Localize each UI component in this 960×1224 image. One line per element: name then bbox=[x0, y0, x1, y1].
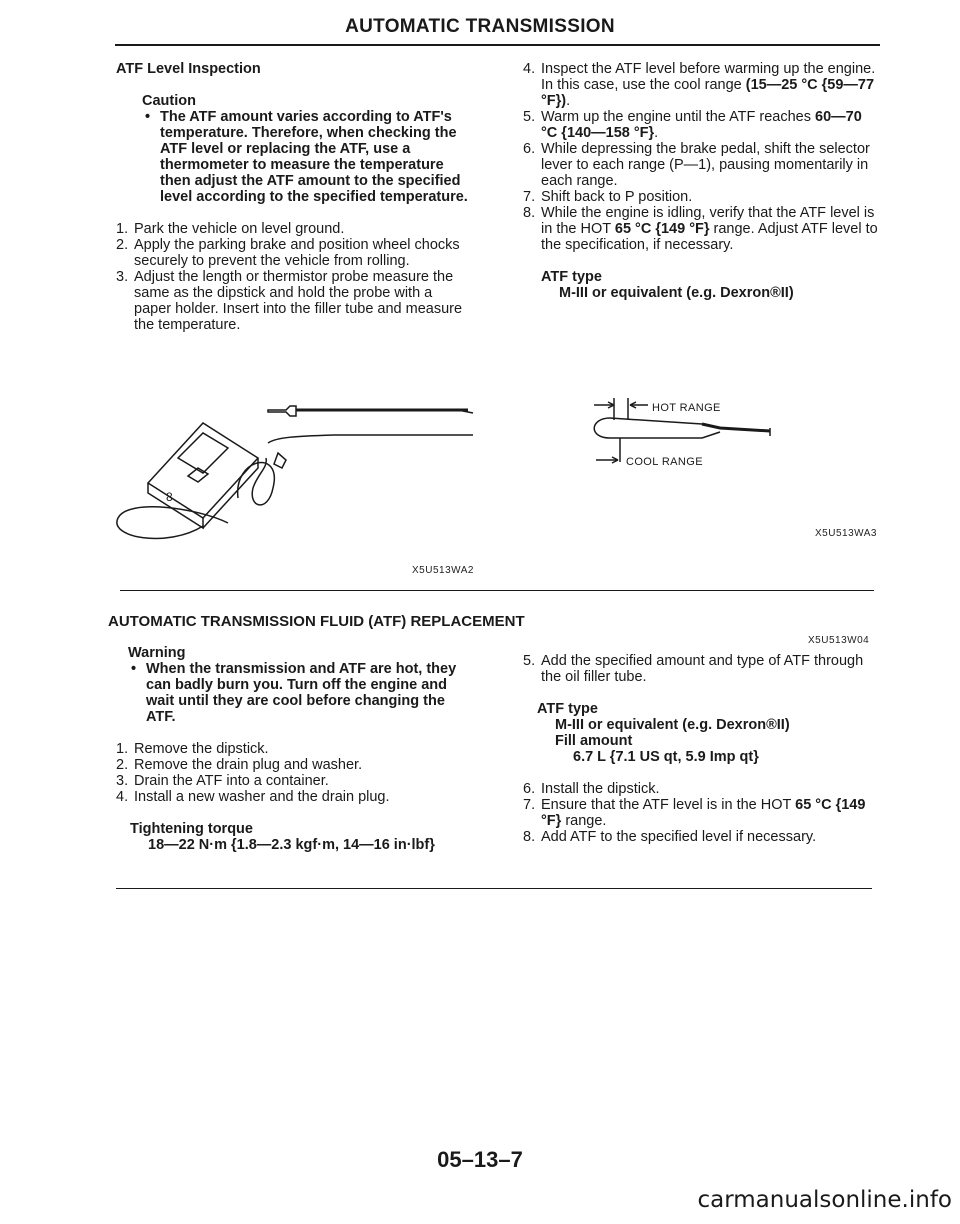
step-text: Warm up the engine until the ATF reaches bbox=[541, 109, 816, 125]
atf-type-value: M-III or equivalent (e.g. Dexron®II) bbox=[559, 285, 794, 301]
section-atf-level-inspection bbox=[116, 61, 471, 333]
step-text: Inspect the ATF level before warming up the engine. In this case, use the cool range bbox=[541, 61, 876, 93]
bullet-icon: • bbox=[131, 661, 137, 677]
page-number: 05–13–7 bbox=[437, 1147, 523, 1172]
watermark: carmanualsonline.info bbox=[697, 1187, 952, 1213]
caution-item bbox=[142, 109, 471, 205]
list-item bbox=[523, 61, 878, 109]
steps-list-right bbox=[523, 781, 883, 845]
step-number: 8. bbox=[523, 205, 536, 221]
step-text: Remove the drain plug and washer. bbox=[134, 757, 363, 773]
step-text: Add the specified amount and type of ATF through the oil filler tube. bbox=[541, 653, 864, 685]
step-tail: range. Adjust ATF level to the specification, if necessary. bbox=[541, 221, 878, 253]
atf-type-spec bbox=[523, 269, 878, 301]
step-text: Install a new washer and the drain plug. bbox=[134, 789, 390, 805]
atf-type-label: ATF type bbox=[537, 701, 598, 717]
step-number: 2. bbox=[116, 237, 129, 253]
steps-list-left bbox=[116, 741, 476, 805]
torque-label: Tightening torque bbox=[130, 821, 253, 837]
step-number: 6. bbox=[523, 141, 536, 157]
list-item bbox=[116, 757, 476, 773]
fill-amount-label: Fill amount bbox=[555, 733, 633, 749]
step-spec: 60—70 °C {140—158 °F} bbox=[541, 109, 862, 141]
step-tail: . bbox=[654, 125, 659, 141]
step-number: 7. bbox=[523, 189, 536, 205]
section-divider bbox=[116, 888, 872, 889]
warning-block bbox=[116, 645, 476, 725]
step-text: Park the vehicle on level ground. bbox=[134, 221, 345, 237]
steps-list-left bbox=[116, 221, 471, 333]
atf-fill-spec bbox=[523, 701, 883, 765]
step-number: 3. bbox=[116, 773, 129, 789]
step-text: Drain the ATF into a container. bbox=[134, 773, 329, 789]
hot-range-label: HOT RANGE bbox=[652, 402, 721, 414]
step-number: 3. bbox=[116, 269, 129, 285]
steps-list-right bbox=[523, 61, 878, 253]
step-number: 4. bbox=[523, 61, 536, 77]
caution-block bbox=[116, 93, 471, 205]
figure-code: X5U513WA3 bbox=[815, 528, 877, 539]
step-number: 1. bbox=[116, 741, 129, 757]
cool-range-label: COOL RANGE bbox=[626, 456, 703, 468]
step-number: 1. bbox=[116, 221, 129, 237]
svg-text:8: 8 bbox=[166, 490, 173, 504]
list-item bbox=[523, 189, 878, 205]
step-tail: . bbox=[566, 93, 571, 109]
step-text: While the engine is idling, verify that the ATF level is in the HOT bbox=[541, 205, 875, 237]
step-spec: 65 °C {149 °F} bbox=[541, 797, 866, 829]
step-text: Install the dipstick. bbox=[541, 781, 660, 797]
torque-value: 18—22 N·m {1.8—2.3 kgf·m, 14—16 in·lbf} bbox=[148, 837, 435, 853]
caution-label: Caution bbox=[142, 93, 196, 109]
step-number: 7. bbox=[523, 797, 536, 813]
torque-spec bbox=[116, 821, 476, 853]
step-number: 2. bbox=[116, 757, 129, 773]
step-spec: 65 °C {149 °F} bbox=[614, 221, 710, 237]
section2-left-column bbox=[116, 645, 476, 853]
list-item bbox=[523, 205, 878, 253]
step-text: Ensure that the ATF level is in the HOT bbox=[541, 797, 796, 813]
step-spec: (15—25 °C {59—77 °F}) bbox=[541, 77, 875, 109]
step-text: Add ATF to the specified level if necessary. bbox=[541, 829, 817, 845]
step-number: 6. bbox=[523, 781, 536, 797]
warning-text: When the transmission and ATF are hot, they can badly burn you. Turn off the engine and wait until they are cool before changing the ATF. bbox=[146, 661, 457, 725]
section2-right-column bbox=[523, 653, 883, 845]
list-item bbox=[523, 781, 883, 797]
list-item bbox=[116, 221, 471, 237]
atf-type-value: M-III or equivalent (e.g. Dexron®II) bbox=[555, 717, 790, 733]
step-text: Apply the parking brake and position wheel chocks securely to prevent the vehicle from rolling. bbox=[134, 237, 460, 269]
step-number: 5. bbox=[523, 109, 536, 125]
section-divider bbox=[120, 590, 874, 591]
steps-list-right-5 bbox=[523, 653, 883, 685]
step-number: 4. bbox=[116, 789, 129, 805]
step-text: Remove the dipstick. bbox=[134, 741, 269, 757]
list-item bbox=[523, 653, 883, 685]
page-title: AUTOMATIC TRANSMISSION bbox=[345, 16, 615, 37]
section-heading: AUTOMATIC TRANSMISSION FLUID (ATF) REPLACEMENT bbox=[108, 613, 525, 630]
caution-text: The ATF amount varies according to ATF's temperature. Therefore, when checking the ATF level or replacing the ATF, use a thermometer to measure the temperature then adjust the ATF amount to the specified level according to the specified temperature. bbox=[160, 109, 468, 205]
atf-type-label: ATF type bbox=[541, 269, 602, 285]
step-text: Adjust the length or thermistor probe measure the same as the dipstick and hold the probe with a paper holder. Insert into the filler tube and measure the temperature. bbox=[134, 269, 463, 333]
list-item bbox=[523, 109, 878, 141]
warning-label: Warning bbox=[128, 645, 186, 661]
list-item bbox=[116, 741, 476, 757]
list-item bbox=[116, 789, 476, 805]
list-item bbox=[523, 141, 878, 189]
thermometer-probe-figure bbox=[108, 398, 478, 548]
section-heading: ATF Level Inspection bbox=[116, 61, 261, 77]
fill-amount-value: 6.7 L {7.1 US qt, 5.9 Imp qt} bbox=[573, 749, 759, 765]
step-text: While depressing the brake pedal, shift the selector lever to each range (P—1), pausing momentarily in each range. bbox=[541, 141, 870, 189]
list-item bbox=[523, 829, 883, 845]
header-rule bbox=[115, 44, 880, 46]
section1-right-column bbox=[523, 61, 878, 301]
figure-code: X5U513WA2 bbox=[412, 565, 474, 576]
step-tail: range. bbox=[561, 813, 607, 829]
step-text: Shift back to P position. bbox=[541, 189, 693, 205]
bullet-icon: • bbox=[145, 109, 151, 125]
list-item bbox=[523, 797, 883, 829]
warning-item bbox=[128, 661, 476, 725]
step-number: 8. bbox=[523, 829, 536, 845]
list-item bbox=[116, 269, 471, 333]
list-item bbox=[116, 773, 476, 789]
step-number: 5. bbox=[523, 653, 536, 669]
section-code: X5U513W04 bbox=[808, 635, 870, 646]
list-item bbox=[116, 237, 471, 269]
